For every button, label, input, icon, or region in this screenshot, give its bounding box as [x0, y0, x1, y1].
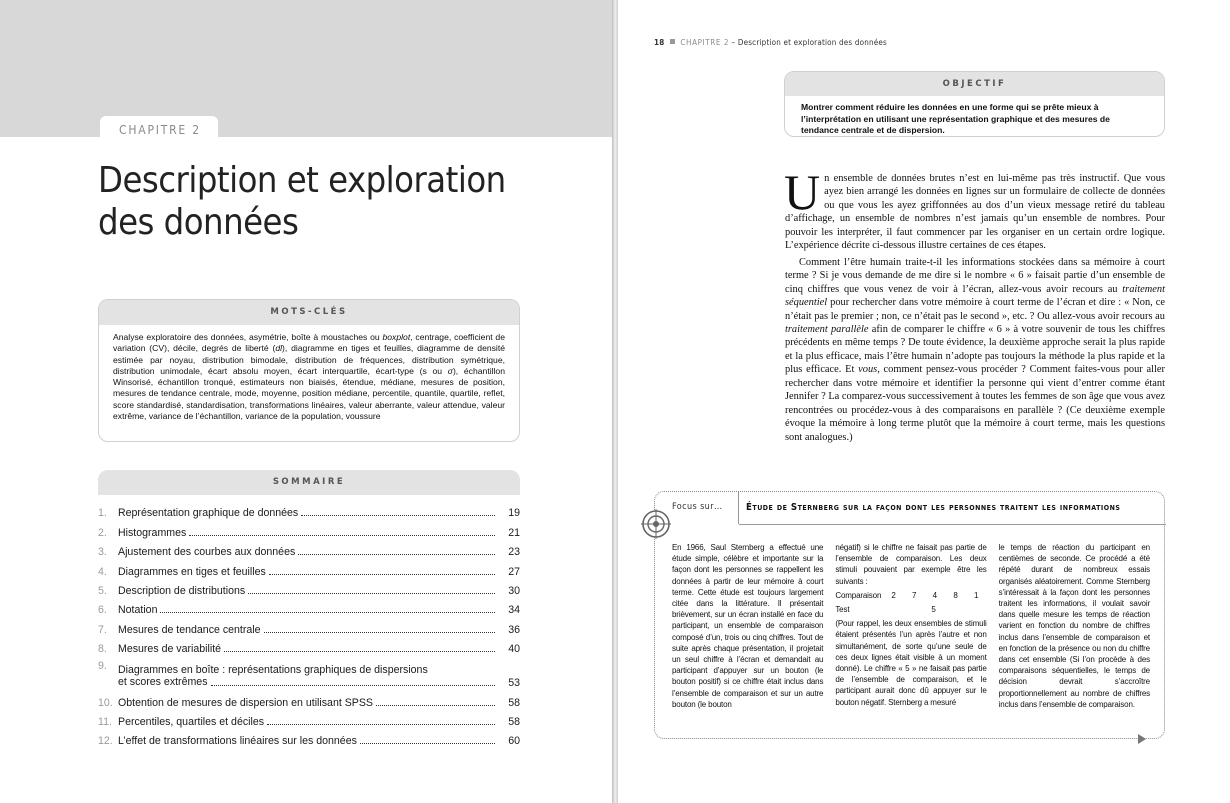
- toc-leader: [189, 535, 495, 536]
- paragraph-text: , comment pensez-vous procéder ? Comment faites-vous pour aller rechercher dans votre mémoire et identifier la personne qui vient d’entrer comme étant Jennifer ? La comparez-vous successivement à toutes les femmes de son âge que vous avez rencontrées ou procédez-vous à des comparaisons en parallèle ? (Ce deuxième exemple évoque la mémoire à long terme plutôt que la mémoire à court terme, mais les questions sont analogues.): [785, 364, 1165, 443]
- toc-item[interactable]: [98, 730, 520, 749]
- keywords-text: [99, 325, 519, 422]
- focus-text: le temps de réaction du participant en centièmes de seconde. Ce procédé a été répété durant de nombreux essais organisés aléatoirement. Comme Sternberg s’intéressait à la façon dont les personnes traitent les informations, il voulait savoir dans quelle mesure les temps de réaction varient en fonction du nombre de chiffres inclus dans l’ensemble de comparaison et en fonction de la présence ou non du chiffre dans cet ensemble (Si l’on procède à des comparaisons séquentielles, le temps de décision devrait s’accroître proportionnellement au nombre de chiffres inclus dans l’ensemble de comparaison.: [998, 543, 1150, 709]
- toc-page: 60: [508, 735, 520, 748]
- running-head-chapter: CHAPITRE 2: [680, 38, 730, 47]
- focus-divider: [739, 524, 1166, 525]
- paragraph-text: pour rechercher dans votre mémoire à court terme de l’écran et dire : « Non, ce n’était pas le premier ; non, ce n’était pas le second », etc. ? Ou allez-vous avoir recours au: [785, 297, 1165, 322]
- test-label: Test: [835, 605, 850, 615]
- focus-column-3: [999, 542, 1150, 710]
- body-text: [784, 164, 1165, 444]
- paragraph-text: n ensemble de données brutes n’est en lui-même pas très instructif. Que vous ayez bien arrangé les données en lignes sur un formulaire de collecte de données ou que vous les ayez griffonnées au dos d’un vieux message retiré du tableau d’affichage, un ensemble de nombres n’est jamais qu’un ensemble de nombres. Pour pouvoir les interpréter, il faut commencer par les organiser en un certain ordre logique. L’expérience décrite ci-dessous illustre certaines de ces étapes.: [785, 173, 1165, 252]
- toc-title: Percentiles, quartiles et déciles: [118, 715, 265, 728]
- focus-text: (Pour rappel, les deux ensembles de stimuli étaient présentés l’un après l’autre et non simultanément, de sorte qu’une seule de ces deux lignes était visible à un moment donné). Le chiffre « 5 » ne faisait pas partie de l’ensemble de comparaison, et le participant aurait donc dû appuyer sur le bouton négatif. Sternberg a mesuré: [835, 619, 987, 707]
- paragraph-2: [785, 256, 1165, 444]
- toc-item[interactable]: [98, 502, 520, 521]
- toc-number: 3.: [98, 546, 107, 559]
- focus-column-1: [672, 542, 823, 710]
- focus-text: En 1966, Saul Sternberg a effectué une étude simple, célèbre et importante sur la façon dont les personnes se rappellent les données à partir de leur mémoire à court terme. Cette étude est toujours largement citée dans la littérature. Il présentait brièvement, sur un écran installé en face du participant, un ensemble de comparaison composé d’un, trois ou cinq chiffres. Tout de suite après chaque présentation, il projetait un seul chiffre à l’écran et demandait au participant d’appuyer sur un bouton (le bouton positif) si ce chiffre était inclus dans l’ensemble de comparaison et sur un autre bouton (le bouton: [672, 543, 824, 709]
- toc-number: 1.: [98, 507, 107, 520]
- keywords-em-dl: dl: [275, 343, 283, 354]
- toc-leader: [360, 743, 495, 744]
- toc-page: 34: [508, 604, 520, 617]
- keywords-text-part: ), échantillon Winsorisé, échantillon tronqué, estimateurs non biaisés, étendue, médiane, mesures de position, mesures de tendance centrale, mode, moyenne, position médiane, percentile, quantile, quartile, reflet, score standardisé, standardisation, transformations linéaires, valeur aberrante, valeur attendue, valeur extrême, variance de l’échantillon, variance de la population, voussure: [113, 365, 505, 422]
- toc-heading: SOMMAIRE: [98, 470, 520, 495]
- toc-number: 5.: [98, 584, 107, 597]
- focus-columns: [672, 542, 1150, 710]
- toc-leader: [211, 685, 496, 686]
- toc-item[interactable]: [98, 618, 520, 637]
- keywords-heading: MOTS-CLÉS: [99, 300, 519, 325]
- square-bullet-icon: [670, 39, 675, 44]
- toc-item[interactable]: [98, 691, 520, 710]
- keywords-text-part: , centrage, coefficient de variation (CV), décile, degrés de liberté (: [113, 332, 505, 354]
- keywords-box: [98, 299, 520, 442]
- toc-title-multiline: [118, 664, 520, 689]
- focus-title: Étude de Sternberg sur la façon dont les personnes traitent les informations: [746, 502, 1121, 513]
- toc-page: 53: [508, 677, 520, 690]
- objective-heading: OBJECTIF: [785, 72, 1164, 96]
- comparison-row: [835, 590, 986, 601]
- toc-leader: [224, 651, 495, 652]
- keywords-text-part: ), diagramme en tiges et feuilles, diagramme de densité estimée par noyau, distribution bimodale, distribution de fréquences, distribution symétrique, distribution unimodale, écart absolu moyen, écart interquartile, écart-type (s ou: [113, 343, 505, 376]
- toc-number: 8.: [98, 643, 107, 656]
- toc-page: 19: [508, 507, 520, 520]
- focus-label: Focus sur…: [655, 492, 739, 524]
- toc-number: 10.: [98, 696, 113, 709]
- keywords-text-part: Analyse exploratoire des données, asymétrie, boîte à moustaches ou: [113, 332, 383, 342]
- test-digit: 5: [931, 605, 936, 615]
- toc-title: L’effet de transformations linéaires sur les données: [118, 735, 357, 748]
- comparison-digits: 2 7 4 8 1: [891, 590, 986, 600]
- toc-item[interactable]: [98, 521, 520, 540]
- chapter-title-line2: des données: [98, 202, 299, 243]
- paragraph-emphasis: traitement séquentiel: [785, 283, 1165, 309]
- toc-leader: [301, 515, 495, 516]
- paragraph-1: [784, 164, 1165, 253]
- table-of-contents: [98, 470, 520, 756]
- keywords-em-sigma: σ: [447, 365, 453, 376]
- toc-item[interactable]: [98, 657, 520, 691]
- paragraph-emphasis: vous: [858, 364, 878, 376]
- toc-title: Obtention de mesures de dispersion en utilisant SPSS: [118, 696, 373, 709]
- toc-number: 7.: [98, 623, 107, 636]
- focus-column-2: [835, 542, 986, 710]
- paragraph-text: afin de comparer le chiffre « 6 » à votre souvenir de tous les chiffres précédents en même temps ? De toute évidence, la deuxième approche serait la plus rapide et la plus efficace, mais l’être humain n’adopte pas toujours la méthode la plus rapide et la plus efficace. Et: [785, 323, 1165, 376]
- running-head: [654, 38, 887, 47]
- comparison-label: Comparaison: [835, 590, 882, 600]
- toc-item[interactable]: [98, 541, 520, 560]
- running-head-separator: –: [729, 38, 738, 47]
- toc-page: 21: [508, 526, 520, 539]
- chapter-label: CHAPITRE 2: [100, 116, 218, 142]
- toc-list: [98, 495, 520, 749]
- chapter-title: [98, 160, 558, 244]
- toc-item[interactable]: [98, 638, 520, 657]
- toc-title: Notation: [118, 604, 158, 617]
- right-page: [618, 0, 1230, 803]
- toc-title: Ajustement des courbes aux données: [118, 546, 296, 559]
- toc-item[interactable]: [98, 560, 520, 579]
- toc-page: 58: [508, 715, 520, 728]
- toc-title: Diagrammes en tiges et feuilles: [118, 565, 266, 578]
- toc-number: 6.: [98, 604, 107, 617]
- running-head-title: Description et exploration des données: [737, 38, 887, 47]
- toc-number: 12.: [98, 735, 113, 748]
- left-page: [0, 0, 612, 803]
- toc-number: 2.: [98, 526, 107, 539]
- toc-leader: [248, 593, 495, 594]
- toc-leader: [298, 554, 495, 555]
- toc-number: 4.: [98, 565, 107, 578]
- toc-title: Diagrammes en boîte : représentations graphiques de dispersions: [118, 664, 428, 677]
- toc-page: 58: [508, 696, 520, 709]
- toc-item[interactable]: [98, 599, 520, 618]
- paragraph-text: Comment l’être humain traite-t-il les informations stockées dans sa mémoire à court terme ? Si je vous demande de me dire si le nombre « 6 » faisait partie d’un ensemble de cinq chiffres que vous venez de voir à l’écran, allez-vous avoir recours au: [785, 256, 1165, 295]
- objective-text: Montrer comment réduire les données en une forme qui se prête mieux à l’interprétation en utilisant une représentation graphique et des mesures de tendance centrale et de dispersion.: [801, 102, 1110, 136]
- toc-page: 36: [508, 623, 520, 636]
- toc-title-continued: et scores extrêmes: [118, 676, 208, 689]
- page-number: 18: [654, 38, 665, 47]
- test-row: [835, 604, 986, 615]
- toc-title: Description de distributions: [118, 584, 246, 597]
- toc-leader: [160, 612, 495, 613]
- drop-cap: U: [784, 164, 821, 220]
- toc-title: Histogrammes: [118, 526, 187, 539]
- chapter-title-line1: Description et exploration: [98, 160, 506, 201]
- continue-arrow-icon: [1138, 734, 1146, 744]
- objective-box: [784, 71, 1165, 137]
- focus-box: [654, 491, 1165, 739]
- toc-leader: [269, 574, 495, 575]
- toc-number: 9.: [98, 660, 107, 673]
- toc-number: 11.: [98, 715, 112, 728]
- toc-page: 30: [508, 584, 520, 597]
- chapter-header-band: [0, 0, 612, 137]
- toc-title-line2: [118, 676, 520, 689]
- toc-leader: [264, 632, 495, 633]
- keywords-em-boxplot: boxplot: [382, 332, 411, 342]
- toc-leader: [267, 724, 495, 725]
- focus-text: négatif) si le chiffre ne faisait pas partie de l’ensemble de comparaison. Les deux stimuli pouvaient par exemple être les suivants :: [835, 543, 987, 586]
- toc-page: 40: [508, 643, 520, 656]
- paragraph-emphasis: traitement parallèle: [785, 323, 869, 335]
- toc-title: Mesures de tendance centrale: [118, 623, 261, 636]
- toc-title: Mesures de variabilité: [118, 643, 222, 656]
- toc-title: Représentation graphique de données: [118, 507, 299, 520]
- target-icon: [641, 509, 671, 539]
- toc-item[interactable]: [98, 580, 520, 599]
- toc-page: 27: [508, 565, 520, 578]
- toc-page: 23: [508, 546, 520, 559]
- toc-leader: [376, 705, 495, 706]
- toc-item[interactable]: [98, 711, 520, 730]
